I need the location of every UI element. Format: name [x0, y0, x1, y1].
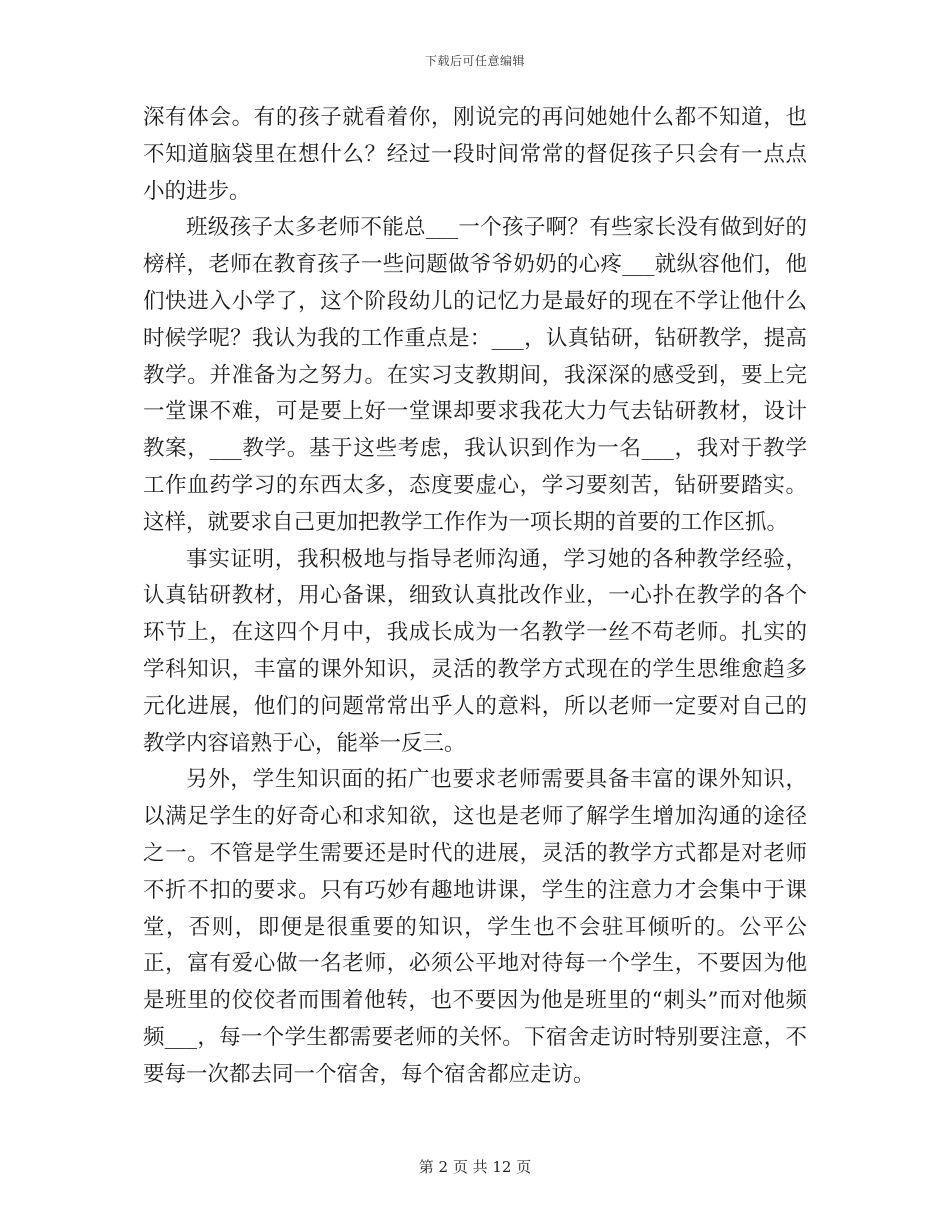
paragraph-4: 另外，学生知识面的拓广也要求老师需要具备丰富的课外知识，以满足学生的好奇心和求知欲，这也是老师了解学生增加沟通的途径之一。不管是学生需要还是时代的进展，灵活的教学方式都是对老师不折不扣的要求。只有巧妙有趣地讲课，学生的注意力才会集中于课堂，否则，即便是很重要的知识，学生也不会驻耳倾听的。公平公正，富有爱心做一名老师，必须公平地对待每一个学生，不要因为他是班里的佼佼者而围着他转，也不要因为他是班里的“刺头”而对他频频___，每一个学生都需要老师的关怀。下宿舍走访时特别要注意，不要每一次都去同一个宿舍，每个宿舍都应走访。: [143, 767, 807, 1087]
page-header: 下载后可任意编辑: [424, 54, 525, 68]
paragraph-3: 事实证明，我积极地与指导老师沟通，学习她的各种教学经验，认真钻研教材，用心备课，细致认真批改作业，一心扑在教学的各个环节上，在这四个月中，我成长成为一名教学一丝不苟老师。扎实的学科知识，丰富的课外知识，灵活的教学方式现在的学生思维愈趋多元化进展，他们的问题常常出乎人的意料，所以老师一定要对自己的教学内容谙熟于心，能举一反三。: [143, 546, 807, 756]
page-number: 第 2 页 共 12 页: [418, 1158, 532, 1176]
paragraph-1: 深有体会。有的孩子就看着你，刚说完的再问她她什么都不知道，也不知道脑袋里在想什么？经过一段时间常常的督促孩子只会有一点点小的进步。: [143, 105, 807, 204]
paragraph-2: 班级孩子太多老师不能总___一个孩子啊？有些家长没有做到好的榜样，老师在教育孩子一些问题做爷爷奶奶的心疼___就纵容他们，他们快进入小学了，这个阶段幼儿的记忆力是最好的现在不学让他什么时候学呢？我认为我的工作重点是：___，认真钻研，钻研教学，提高教学。并准备为之努力。在实习支教期间，我深深的感受到，要上完一堂课不难，可是要上好一堂课却要求我花大力气去钻研教材，设计教案，___教学。基于这些考虑，我认识到作为一名___，我对于教学工作血药学习的东西太多，态度要虚心，学习要刻苦，钻研要踏实。这样，就要求自己更加把教学工作作为一项长期的首要的工作区抓。: [143, 215, 807, 535]
document-body: [143, 100, 807, 1094]
